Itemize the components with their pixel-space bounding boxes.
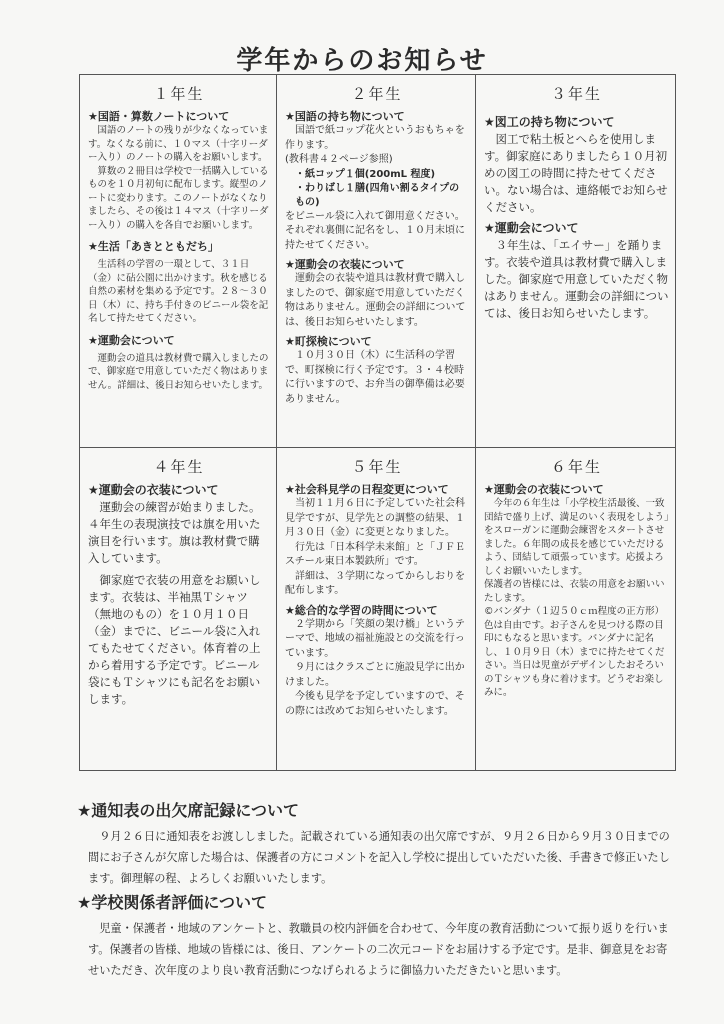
grade-title: １年生 — [153, 85, 205, 103]
grade-title: ４年生 — [153, 458, 205, 476]
block-heading: ★図工の持ち物について — [484, 115, 615, 129]
paragraph: 算数の２冊目は学校で一括購入しているものを１０月初旬に配布します。縦型のノートに変わります。このノートがなくなりましたら、その後は１４マス（十字リーダー入り）の購入を各自でお願いします。 — [88, 165, 269, 231]
grade-3-cell — [476, 75, 675, 448]
block-heading: ★社会科見学の日程変更について — [285, 483, 449, 496]
grade-5-cell — [277, 448, 476, 770]
evaluation-section-body: 児童・保護者・地域のアンケートと、教職員の校内評価を合わせて、今年度の教育活動について振り返りを行います。保護者の皆様、地域の皆様には、後日、アンケートの二次元コードをお届けする予定です。是非、御意見をお寄せいただき、次年度のより良い教育活動につなげられるように御協力いただきたいと思います。 — [88, 922, 669, 977]
grade-title: ５年生 — [351, 458, 403, 476]
paragraph: 保護者の皆様には、衣装の用意をお願いいたします。 — [484, 579, 665, 604]
block-heading: ★国語の持ち物について — [285, 110, 405, 123]
note: (教科書４２ページ参照) — [285, 154, 393, 165]
block-heading: ★運動会の衣装について — [484, 483, 604, 496]
paragraph: ３年生は、「エイサー」を踊ります。衣装や道具は教材費で購入しました。御家庭で用意していただく物はありません。運動会の詳細については、後日お知らせいたします。 — [484, 238, 669, 320]
block-heading: ★運動会の衣装について — [285, 258, 405, 271]
paragraph: 今年の６年生は「小学校生活最後、一致団結で盛り上げ、満足のいく表現をしよう」をスローガンに運動会練習をスタートさせました。６年間の成長を感じていただけるよう、団結して頑張っています。応援よろしくお願いいたします。 — [484, 498, 669, 577]
paragraph: 運動会の道具は教材費で購入しましたので、御家庭で用意していただく物はありません。詳細は、後日お知らせいたします。 — [88, 352, 269, 391]
paragraph: ©バンダナ（１辺５０ｃｍ程度の正方形）色は自由です。お子さんを見つける際の目印にもなると思います。バンダナに記名し、１０月９日（木）までに持たせてください。当日は児童がデザインしたおそろいのＴシャツも身に着けます。どうぞお楽しみに。 — [484, 606, 665, 698]
paragraph: 当初１１月６日に予定していた社会科見学ですが、見学先との調整の結果、１月３０日（金）に変更となりました。 — [285, 498, 465, 538]
grade-4-cell — [80, 448, 277, 770]
paragraph: 国語で紙コップ花火というおもちゃを作ります。 — [285, 125, 465, 151]
list-item: ・紙コップ１個(200mL 程度) — [295, 168, 436, 180]
paragraph: 詳細は、３学期になってからしおりを配布します。 — [285, 570, 465, 596]
paragraph: 今後も見学を予定していますので、その際には改めてお知らせいたします。 — [285, 691, 465, 717]
block-heading: ★国語・算数ノートについて — [88, 110, 230, 123]
grade-6-cell — [476, 448, 675, 770]
block-heading: ★町探検について — [285, 335, 372, 348]
attendance-section-body: ９月２６日に通知表をお渡ししました。記載されている通知表の出欠席ですが、９月２６日から９月３０日までの間にお子さんが欠席した場合は、保護者の方にコメントを記入し学校に提出していただいた後、手書きで修正いたします。御理解の程、よろしくお願いいたします。 — [88, 830, 670, 885]
paragraph: 生活科の学習の一環として、３１日（金）に砧公園に出かけます。秋を感じる自然の素材を集める予定です。２８～３０日（木）に、持ち手付きのビニール袋を記名して持たせてください。 — [88, 259, 269, 324]
paragraph: 行先は「日本科学未来館」と「ＪＦＥスチール東日本製鉄所」です。 — [285, 541, 465, 567]
block-heading: ★運動会について — [88, 333, 175, 347]
attendance-section-heading: ★通知表の出欠席記録について — [77, 801, 300, 820]
paragraph: 運動会の衣装や道具は教材費で購入しましたので、御家庭で用意していただく物はありません。運動会の詳細については、後日お知らせいたします。 — [285, 273, 466, 328]
paragraph: ２学期から「笑顔の架け橋」というテーマで、地域の福祉施設との交流を行っています。 — [285, 618, 465, 659]
paragraph: 国語のノートの残りが少なくなっています。なくなる前に、１０マス（十字リーダー入り）のノートの購入をお願いします。 — [88, 125, 269, 163]
block-heading: ★総合的な学習の時間について — [285, 603, 438, 617]
block-heading: ★運動会の衣装について — [88, 483, 219, 497]
block-heading: ★生活「あきとともだち」 — [88, 240, 219, 253]
paragraph: をビニール袋に入れて御用意ください。それぞれ裏側に記名をし、１０月末頃に持たせてください。 — [285, 210, 465, 251]
block-heading: ★運動会について — [484, 221, 579, 235]
evaluation-section-heading: ★学校関係者評価について — [77, 893, 268, 912]
page-title: 学年からのお知らせ — [236, 46, 488, 76]
paragraph: １０月３０日（木）に生活科の学習で、町探検に行く予定です。３・４校時に行いますので、お弁当の御準備は必要ありません。 — [285, 350, 465, 405]
grade-1-cell — [80, 75, 277, 448]
grade-title: ６年生 — [550, 458, 602, 476]
grade-title: ３年生 — [550, 85, 602, 103]
grade-title: ２年生 — [351, 85, 403, 103]
grade-2-cell — [277, 75, 476, 448]
paragraph: 御家庭で衣装の用意をお願いします。衣装は、半袖黒Ｔシャツ（無地のもの）を１０月１０日（金）までに、ビニール袋に入れてもたせてください。体育着の上から着用する予定です。ビニール袋にもＴシャツにも記名をお願いします。 — [88, 573, 261, 706]
paragraph: 運動会の練習が始まりました。４年生の表現演技では旗を用いた演目を行います。旗は教材費で購入しています。 — [88, 500, 261, 565]
paragraph: 図工で粘土板とへらを使用します。御家庭にありましたら１０月初めの図工の時間に持たせてください。ない場合は、連絡帳でお知らせください。 — [484, 132, 668, 214]
paragraph: ９月にはクラスごとに施設見学に出かけました。 — [285, 662, 465, 688]
grade-notice-grid — [79, 74, 676, 771]
list-item: ・わりばし１膳(四角い割るタイプのもの) — [295, 182, 460, 208]
